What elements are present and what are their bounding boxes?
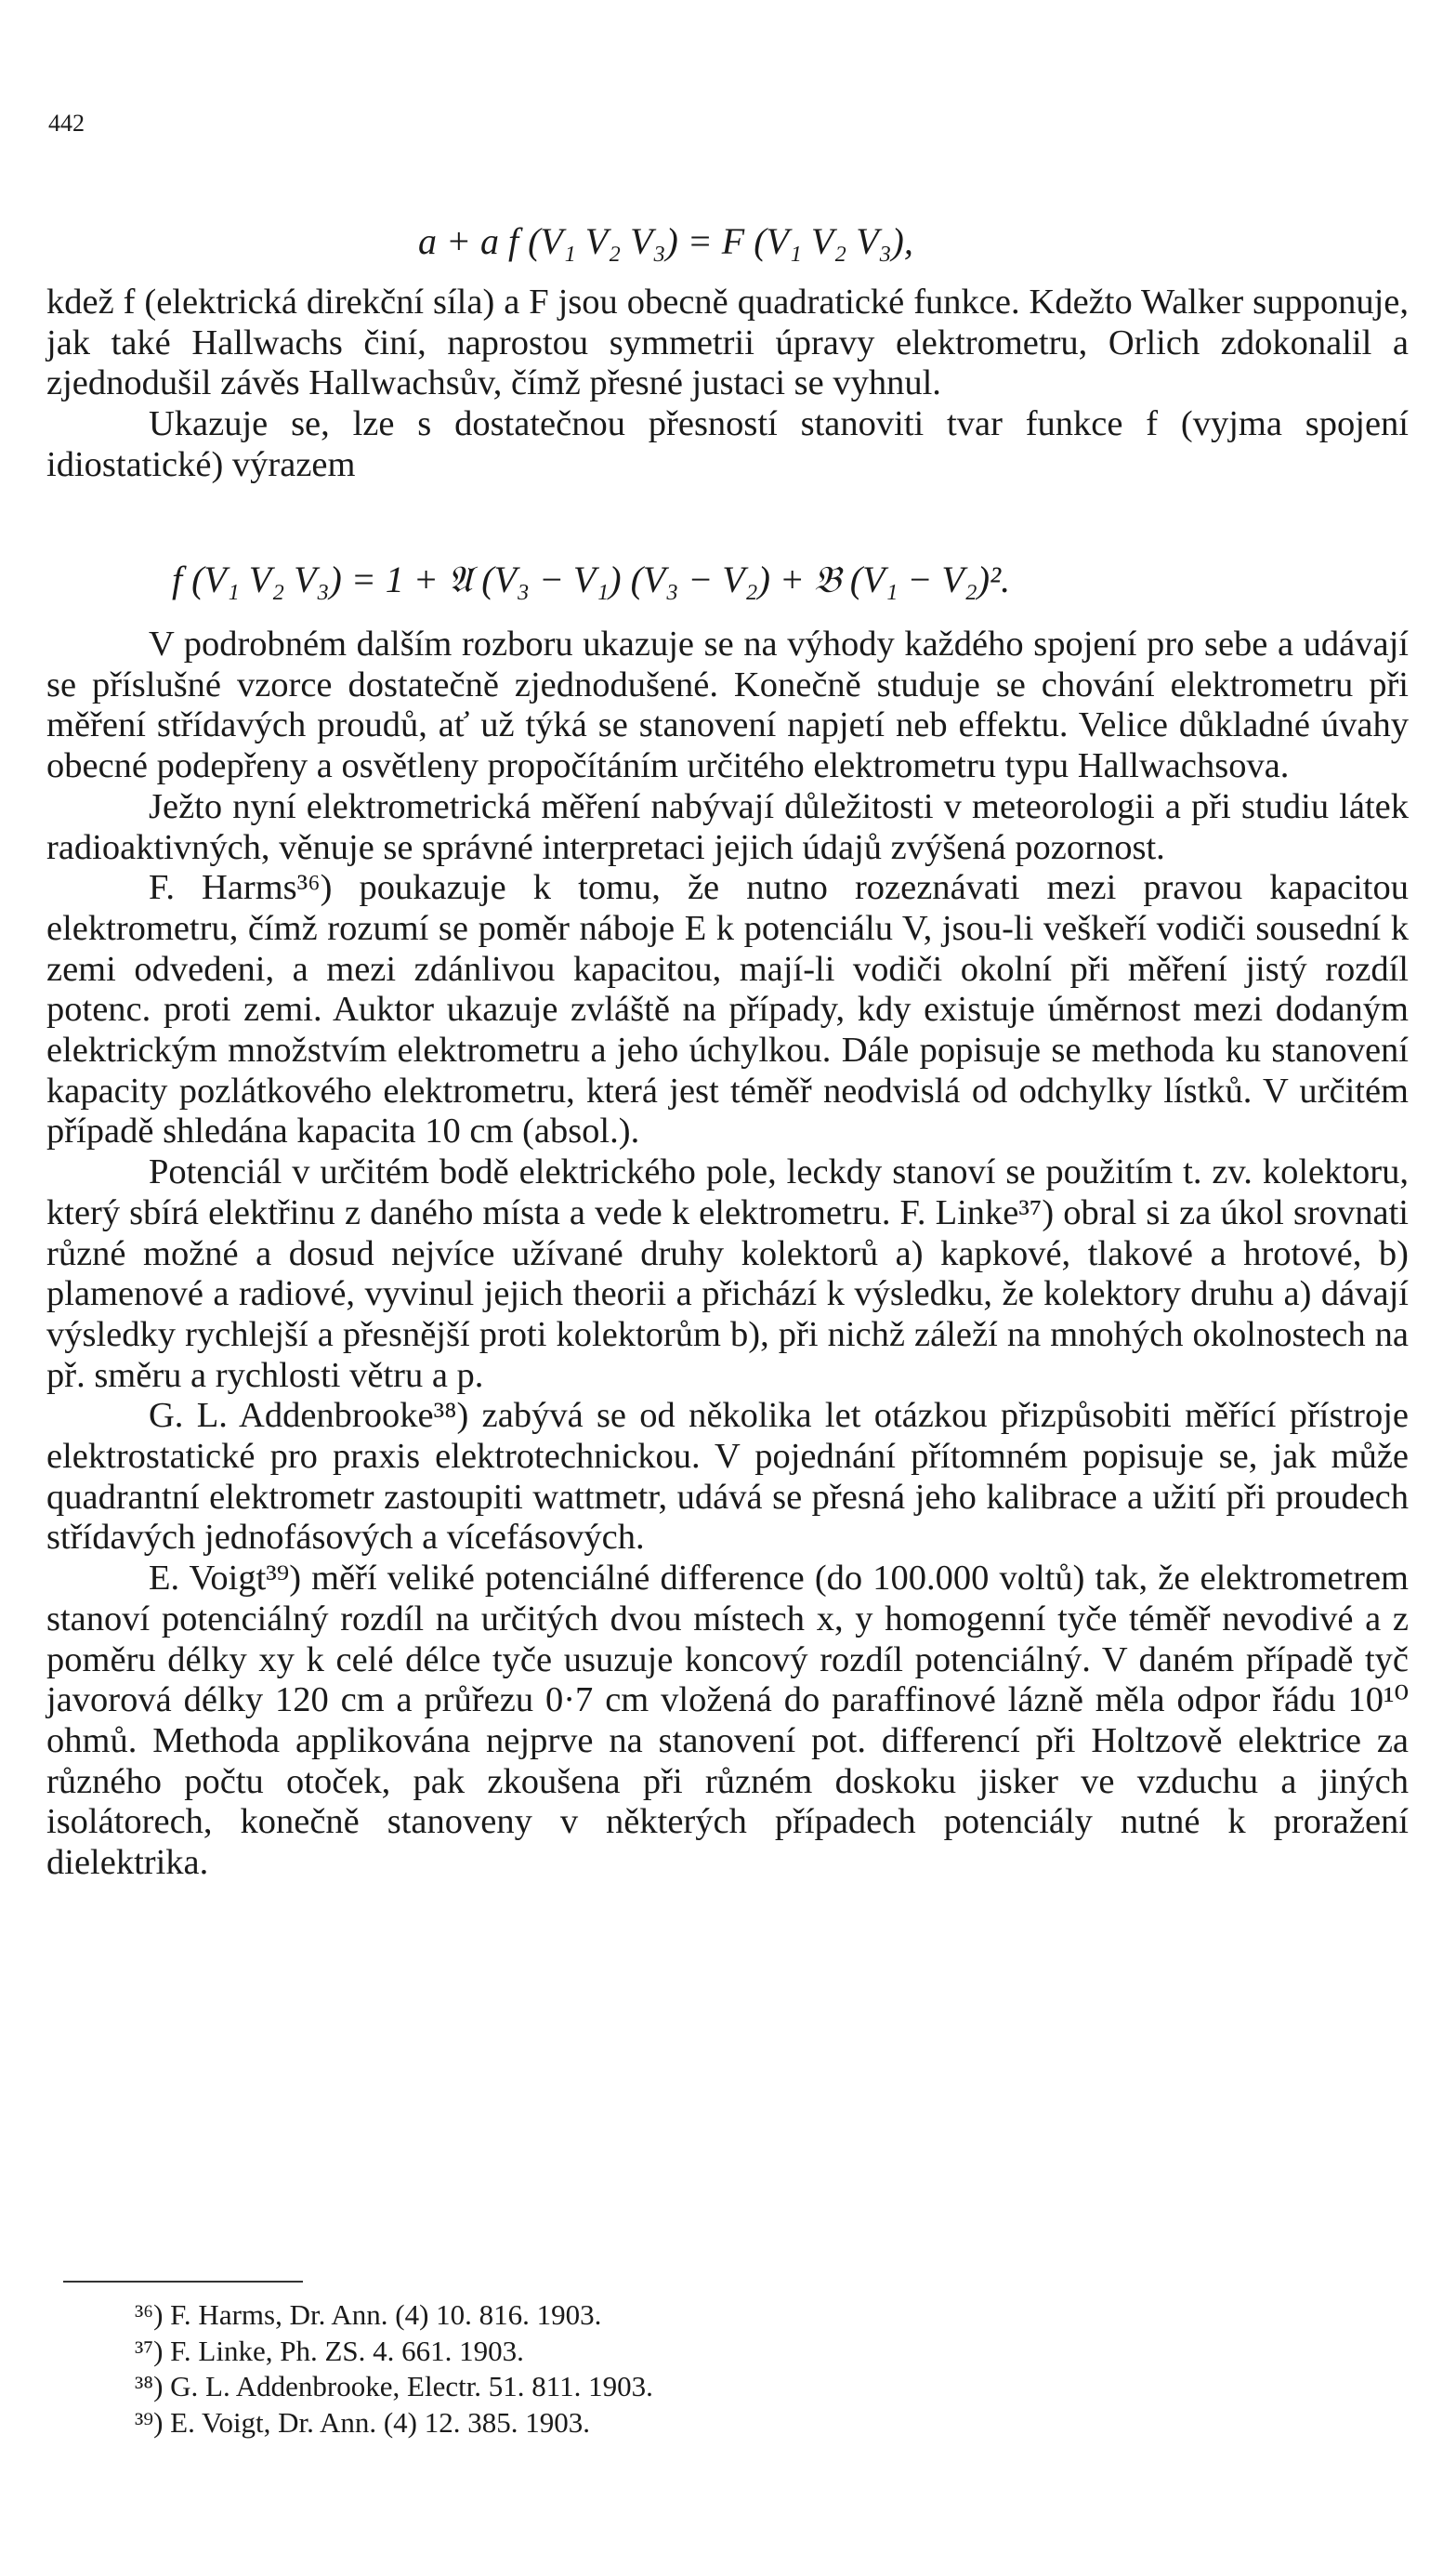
paragraph-6: Potenciál v určitém bodě elektrického pole, leckdy stanoví se použitím t. zv. kolektoru, který sbírá elektřinu z daného místa a vede k elektrometru. F. Linke³⁷) obral si za úkol srovnati různé možné a dosud nejvíce užívané druhy kolektorů a) kapkové, tlakové a hrotové, b) plamenové a radiové, vyvinul jejich theorii a přichází k výsledku, že kolektory druhu a) dávají výsledky rychlejší a přesnější proti kolektorům b), při nichž záleží na mnohých okolnostech na př. směru a rychlosti větru a p. [46, 1152, 1409, 1395]
footnote-36: ³⁶) F. Harms, Dr. Ann. (4) 10. 816. 1903. [135, 2298, 602, 2331]
page-number: 442 [48, 110, 85, 137]
paragraph-7: G. L. Addenbrooke³⁸) zabývá se od několika let otázkou přizpůsobiti měřící přístroje elektrostatické pro praxis elektrotechnickou. V pojednání přítomném popisuje se, jak může quadrantní elektrometr zastoupiti wattmetr, udává se přesná jeho kalibrace a užití při proudech střídavých jednofásových a vícefásových. [46, 1396, 1409, 1558]
paragraph-2: Ukazuje se, lze s dostatečnou přesností stanoviti tvar funkce f (vyjma spojení idiostatické) výrazem [46, 404, 1409, 484]
paragraph-3: V podrobném dalším rozboru ukazuje se na výhody každého spojení pro sebe a udávají se příslušné vzorce dostatečně zjednodušené. Konečně studuje se chování elektrometru při měření střídavých proudů, ať už týká se stanovení napjetí neb effektu. Velice důkladné úvahy obecné podepřeny a osvětleny propočítáním určitého elektrometru typu Hallwachsova. [46, 625, 1409, 786]
footnote-39: ³⁹) E. Voigt, Dr. Ann. (4) 12. 385. 1903. [135, 2405, 590, 2439]
equation-electrometer-force: a + a f (V₁ V₂ V₃) = F (V₁ V₂ V₃), [418, 220, 913, 262]
text-block-top [46, 283, 1409, 486]
text-block-main [46, 625, 1409, 1884]
equation-function-f: f (V₁ V₂ V₃) = 1 + 𝔄 (V₃ − V₁) (V₃ − V₂) + 𝔅 (V₁ − V₂)². [172, 559, 1011, 600]
paragraph-1: kdež f (elektrická direkční síla) a F jsou obecně quadratické funkce. Kdežto Walker supponuje, jak také Hallwachs činí, naprostou symmetrii úpravy elektrometru, Orlich zdokonalil a zjednodušil závěs Hallwachsův, čímž přesné justaci se vyhnul. [46, 283, 1409, 403]
footnotes [135, 2297, 1343, 2441]
paragraph-4: Ježto nyní elektrometrická měření nabývají důležitosti v meteorologii a při studiu látek radioaktivných, věnuje se správné interpretaci jejich údajů zvýšená pozornost. [46, 786, 1409, 867]
footnote-divider [63, 2281, 303, 2283]
footnote-38: ³⁸) G. L. Addenbrooke, Electr. 51. 811. 1903. [135, 2370, 653, 2402]
paragraph-5: F. Harms³⁶) poukazuje k tomu, že nutno rozeznávati mezi pravou kapacitou elektrometru, čímž rozumí se poměr náboje E k potenciálu V, jsou-li veškeří vodiči sousední k zemi odvedeni, a mezi zdánlivou kapacitou, mají-li vodiči okolní při měření jistý rozdíl potenc. proti zemi. Auktor ukazuje zvláště na případy, kdy existuje úměrnost mezi dodaným elektrickým množstvím elektrometru a jeho úchylkou. Dále popisuje se methoda ku stanovení kapacity pozlátkového elektrometru, která jest téměř neodvislá od odchylky lístků. V určitém případě shledána kapacita 10 cm (absol.). [46, 868, 1409, 1151]
footnote-37: ³⁷) F. Linke, Ph. ZS. 4. 661. 1903. [135, 2334, 524, 2367]
paragraph-8: E. Voigt³⁹) měří veliké potenciálné differencе (do 100.000 voltů) tak, že elektrometrem stanoví potenciálný rozdíl na určitých dvou místech x, y homogenní tyče téměř nevodivé a z poměru délky xy k celé délce tyče usuzuje koncový rozdíl potenciálný. V daném případě tyč javorová délky 120 cm a průřezu 0·7 cm vložená do paraffinové lázně měla odpor řádu 10¹⁰ ohmů. Methoda applikována nejprve na stanovení pot. differencí při Holtzově elektrice za různého počtu otoček, pak zkoušena při různém doskoku jisker ve vzduchu a jiných isolátorech, konečně stanoveny v některých případech potenciály nutné k proražení dielektrika. [46, 1559, 1409, 1883]
